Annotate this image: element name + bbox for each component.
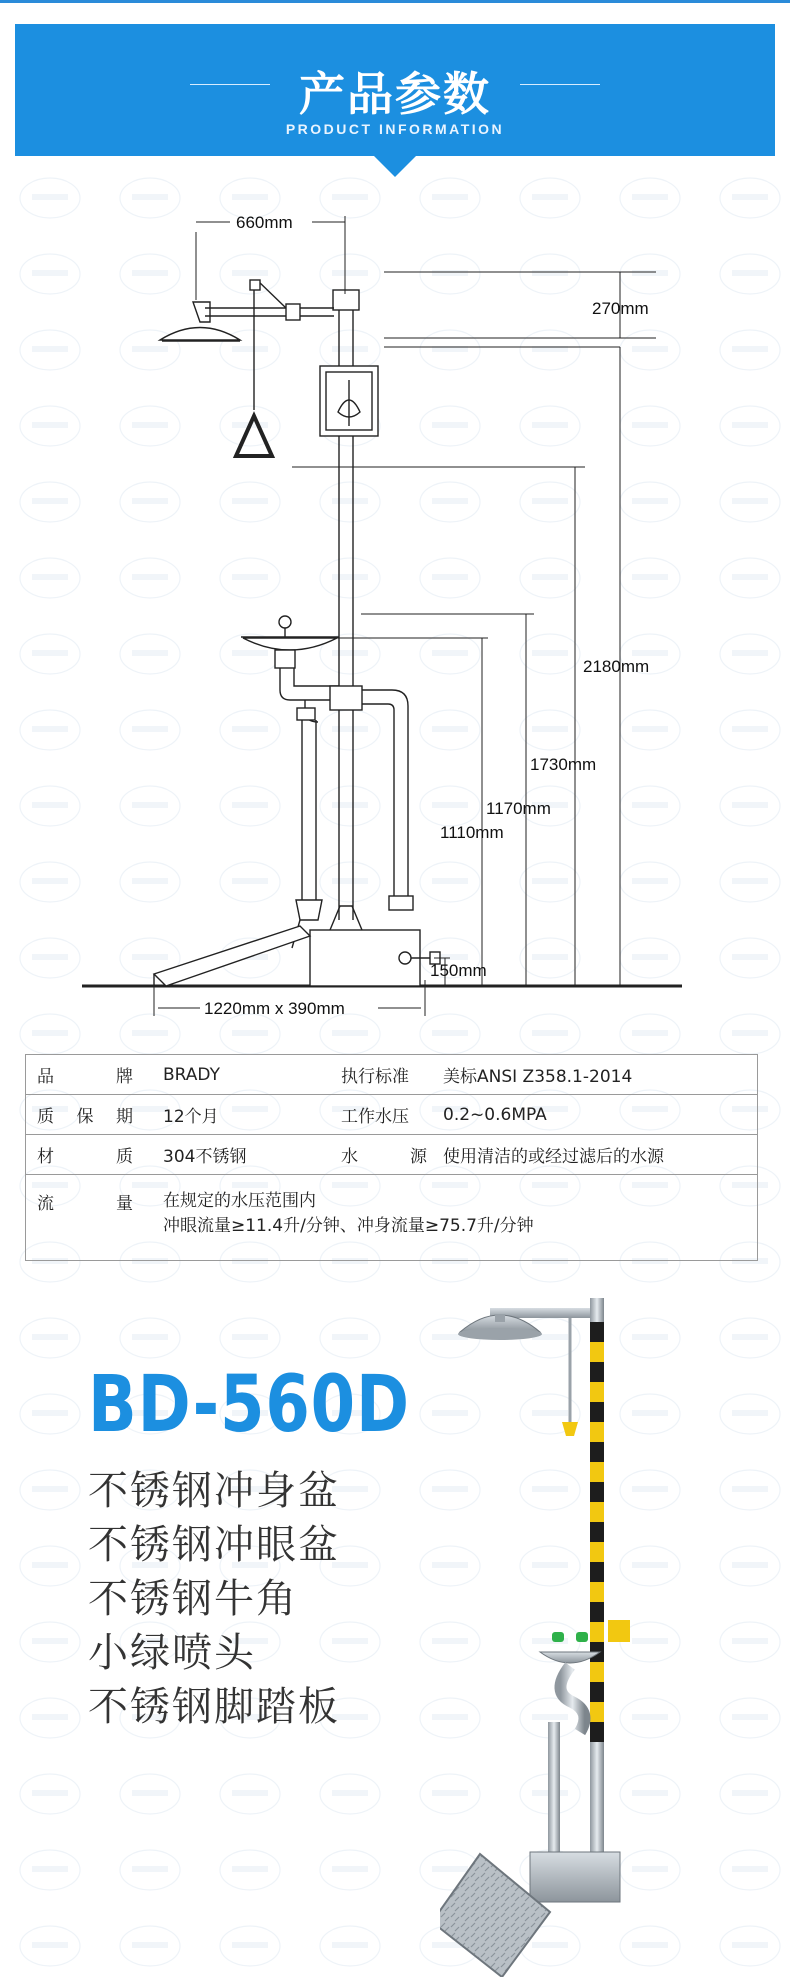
- spec-label-brand: 品 牌: [26, 1055, 155, 1095]
- spec-row-warranty: [26, 1095, 758, 1135]
- dim-base-size: 1220mm x 390mm: [204, 999, 345, 1018]
- feature-item: 不锈钢脚踏板: [88, 1684, 340, 1730]
- dim-bowl-height: 1110mm: [440, 823, 504, 842]
- spec-value-brand: BRADY: [154, 1055, 335, 1095]
- feature-item: 小绿喷头: [88, 1630, 256, 1676]
- spec-table: [25, 1054, 758, 1261]
- dimension-drawing: [0, 190, 790, 1050]
- banner-pointer: [373, 155, 417, 177]
- dim-eyewash-height: 1170mm: [486, 799, 551, 818]
- spec-row-material: [26, 1135, 758, 1175]
- model-number: BD-560D: [88, 1360, 410, 1450]
- spec-value-flow: [154, 1175, 758, 1261]
- spec-label-standard: 执行标准: [335, 1055, 437, 1095]
- product-photo: [440, 1262, 700, 1977]
- spec-label-water: 水 源: [335, 1135, 437, 1175]
- flow-line-1: 在规定的水压范围内: [163, 1191, 316, 1211]
- dim-shower-arm: 660mm: [236, 213, 293, 232]
- spec-row-flow: [26, 1175, 758, 1261]
- feature-item: 不锈钢冲眼盆: [88, 1522, 340, 1568]
- spec-value-water: 使用清洁的或经过滤后的水源: [437, 1135, 758, 1175]
- spec-value-warranty: 12个月: [154, 1095, 335, 1135]
- top-accent-line: [0, 0, 790, 3]
- feature-item: 不锈钢牛角: [88, 1576, 298, 1622]
- flow-line-2: 冲眼流量≥11.4升/分钟、冲身流量≥75.7升/分钟: [163, 1216, 534, 1236]
- feature-list: [88, 1464, 340, 1734]
- spec-label-flow: 流 量: [26, 1175, 155, 1261]
- dim-top-height: 270mm: [592, 299, 649, 318]
- banner-title: 产品参数: [299, 67, 491, 121]
- spec-value-pressure: 0.2~0.6MPA: [437, 1095, 758, 1135]
- spec-value-material: 304不锈钢: [154, 1135, 335, 1175]
- feature-item: 不锈钢冲身盆: [88, 1468, 340, 1514]
- spec-value-standard: 美标ANSI Z358.1-2014: [437, 1055, 758, 1095]
- spec-label-warranty: 质 保 期: [26, 1095, 155, 1135]
- dim-inlet-height: 150mm: [430, 961, 487, 980]
- banner-subtitle: PRODUCT INFORMATION: [285, 121, 505, 137]
- header-banner: [15, 24, 775, 156]
- dim-total-height: 2180mm: [583, 657, 650, 676]
- spec-label-material: 材 质: [26, 1135, 155, 1175]
- dim-pull-height: 1730mm: [530, 755, 597, 774]
- spec-row-brand: [26, 1055, 758, 1095]
- spec-label-pressure: 工作水压: [335, 1095, 437, 1135]
